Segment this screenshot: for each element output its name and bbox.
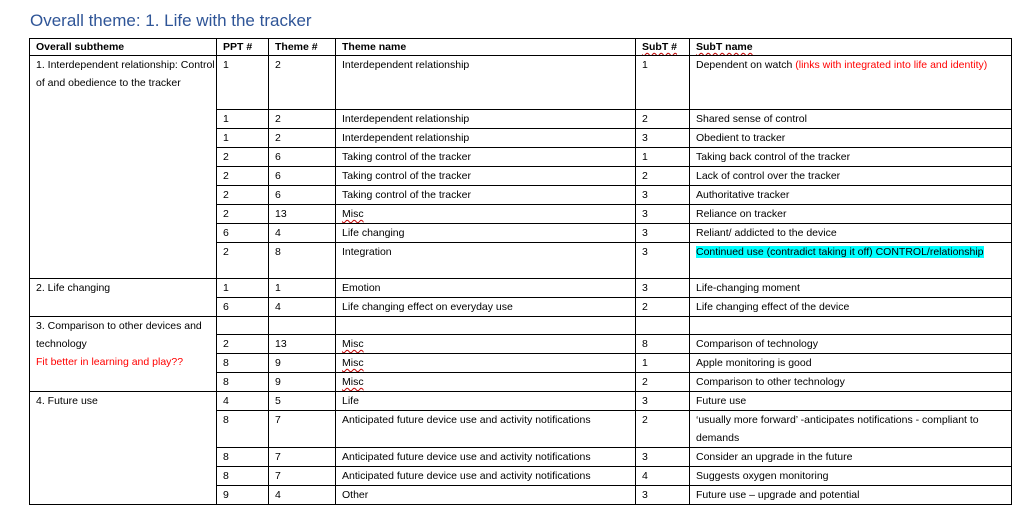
subt-number-cell-text: 1 — [642, 357, 648, 369]
subt-note: (links with integrated into life and identity) — [795, 59, 988, 71]
theme-name-cell — [336, 467, 636, 486]
ppt-cell — [217, 243, 269, 279]
ppt-cell — [217, 486, 269, 505]
table-header-row — [30, 39, 1012, 56]
theme-number-cell-text: 1 — [275, 282, 281, 294]
table-row — [30, 56, 1012, 110]
theme-number-cell — [269, 486, 336, 505]
subt-name-text: Shared sense of control — [696, 113, 807, 125]
ppt-cell — [217, 279, 269, 298]
subtheme-cell — [30, 279, 217, 317]
subt-number-cell — [636, 205, 690, 224]
subt-name-cell — [690, 392, 1012, 411]
ppt-cell-text: 8 — [223, 451, 229, 463]
subt-name-cell — [690, 205, 1012, 224]
theme-name-cell-text: Interdependent relationship — [342, 132, 470, 144]
theme-number-cell-text: 7 — [275, 451, 281, 463]
ppt-cell-text: 8 — [223, 376, 229, 388]
subt-number-cell-text: 2 — [642, 301, 648, 313]
ppt-cell — [217, 224, 269, 243]
ppt-cell — [217, 148, 269, 167]
subt-number-cell-text: 3 — [642, 282, 648, 294]
ppt-cell-text: 2 — [223, 189, 229, 201]
header-theme-name: Theme name — [336, 39, 636, 56]
subt-name-text: Dependent on watch — [696, 59, 796, 71]
subt-name-cell — [690, 167, 1012, 186]
theme-name-cell — [336, 243, 636, 279]
ppt-cell — [217, 373, 269, 392]
ppt-cell — [217, 448, 269, 467]
ppt-cell — [217, 56, 269, 110]
subt-number-cell-text: 4 — [642, 470, 648, 482]
subt-name-cell — [690, 411, 1012, 448]
subt-name-text: Authoritative tracker — [696, 189, 790, 201]
subt-name-cell — [690, 354, 1012, 373]
subtheme-label: 2. Life changing — [36, 282, 111, 294]
subt-number-cell-text: 3 — [642, 189, 648, 201]
ppt-cell — [217, 392, 269, 411]
subt-name-text: Life-changing moment — [696, 282, 800, 294]
subt-number-cell-text: 2 — [642, 376, 648, 388]
theme-name-cell — [336, 298, 636, 317]
theme-name-cell — [336, 373, 636, 392]
subtheme-label: 4. Future use — [36, 395, 98, 407]
subt-number-cell — [636, 243, 690, 279]
theme-name-cell-text: Taking control of the tracker — [342, 151, 471, 163]
subt-number-cell-text: 3 — [642, 489, 648, 501]
subt-number-cell — [636, 224, 690, 243]
subt-name-cell — [690, 56, 1012, 110]
subt-number-cell-text: 2 — [642, 113, 648, 125]
subt-number-cell — [636, 56, 690, 110]
theme-number-cell — [269, 279, 336, 298]
subt-number-cell — [636, 129, 690, 148]
theme-number-cell — [269, 224, 336, 243]
subt-number-cell — [636, 486, 690, 505]
subt-number-cell — [636, 373, 690, 392]
subt-name-cell — [690, 448, 1012, 467]
subt-highlighted-text: Continued use (contradict taking it off) CONTROL/relationship — [696, 246, 984, 258]
theme-number-cell-text: 2 — [275, 132, 281, 144]
subt-name-cell — [690, 335, 1012, 354]
subt-number-cell — [636, 467, 690, 486]
subt-name-text: Life changing effect of the device — [696, 301, 850, 313]
theme-number-cell-text: 13 — [275, 208, 287, 220]
theme-number-cell — [269, 335, 336, 354]
ppt-cell — [217, 411, 269, 448]
theme-number-cell — [269, 205, 336, 224]
header-ppt: PPT # — [217, 39, 269, 56]
subt-name-text: Future use – upgrade and potential — [696, 489, 860, 501]
subtheme-cell — [30, 317, 217, 392]
ppt-cell-text: 2 — [223, 170, 229, 182]
subt-name-cell — [690, 373, 1012, 392]
subt-number-cell-text: 1 — [642, 59, 648, 71]
subt-number-cell — [636, 148, 690, 167]
theme-number-cell — [269, 373, 336, 392]
theme-number-cell — [269, 411, 336, 448]
subt-number-cell-text: 3 — [642, 395, 648, 407]
ppt-cell-text: 2 — [223, 151, 229, 163]
ppt-cell-text: 2 — [223, 246, 229, 258]
ppt-cell — [217, 167, 269, 186]
theme-number-cell-text: 6 — [275, 189, 281, 201]
subt-name-text: Comparison of technology — [696, 338, 818, 350]
subt-name-cell — [690, 148, 1012, 167]
theme-number-cell — [269, 56, 336, 110]
subt-number-cell-text: 8 — [642, 338, 648, 350]
theme-number-cell-text: 7 — [275, 414, 281, 426]
ppt-cell — [217, 186, 269, 205]
theme-name-cell — [336, 354, 636, 373]
subt-name-cell — [690, 224, 1012, 243]
theme-number-cell-text: 2 — [275, 59, 281, 71]
header-theme-number: Theme # — [269, 39, 336, 56]
theme-name-cell-text: Other — [342, 489, 369, 501]
ppt-cell — [217, 298, 269, 317]
theme-name-cell-text: Anticipated future device use and activity notifications — [342, 470, 591, 482]
theme-number-cell — [269, 110, 336, 129]
theme-name-cell-text: Misc — [342, 208, 364, 220]
subt-number-cell — [636, 279, 690, 298]
theme-number-cell-text: 4 — [275, 227, 281, 239]
theme-number-cell — [269, 167, 336, 186]
theme-number-cell-text: 4 — [275, 301, 281, 313]
ppt-cell-text: 1 — [223, 113, 229, 125]
theme-name-cell — [336, 129, 636, 148]
theme-name-cell — [336, 317, 636, 335]
theme-name-cell — [336, 448, 636, 467]
ppt-cell-text: 1 — [223, 132, 229, 144]
subt-number-cell — [636, 448, 690, 467]
ppt-cell — [217, 129, 269, 148]
subt-number-cell-text: 2 — [642, 170, 648, 182]
ppt-cell-text: 1 — [223, 282, 229, 294]
theme-number-cell-text: 4 — [275, 489, 281, 501]
theme-name-cell — [336, 224, 636, 243]
theme-number-cell-text: 13 — [275, 338, 287, 350]
theme-number-cell-text: 2 — [275, 113, 281, 125]
theme-number-cell-text: 5 — [275, 395, 281, 407]
subtheme-label: 1. Interdependent relationship: Control of and obedience to the tracker — [36, 59, 215, 89]
subt-name-text: Suggests oxygen monitoring — [696, 470, 829, 482]
header-subt-number: SubT # — [636, 39, 690, 56]
theme-name-cell — [336, 56, 636, 110]
subt-name-cell — [690, 110, 1012, 129]
theme-name-cell-text: Taking control of the tracker — [342, 189, 471, 201]
header-subt-name: SubT name — [690, 39, 1012, 56]
theme-name-cell — [336, 205, 636, 224]
subt-number-cell — [636, 335, 690, 354]
theme-name-cell-text: Misc — [342, 376, 364, 388]
subt-number-cell — [636, 186, 690, 205]
theme-number-cell-text: 8 — [275, 246, 281, 258]
theme-name-cell-text: Interdependent relationship — [342, 113, 470, 125]
subt-number-cell — [636, 392, 690, 411]
subt-number-cell — [636, 317, 690, 335]
themes-table — [29, 38, 1012, 505]
ppt-cell — [217, 110, 269, 129]
subt-number-cell — [636, 298, 690, 317]
ppt-cell-text: 2 — [223, 208, 229, 220]
ppt-cell-text: 1 — [223, 59, 229, 71]
subt-name-text: Reliant/ addicted to the device — [696, 227, 837, 239]
theme-number-cell — [269, 354, 336, 373]
ppt-cell-text: 8 — [223, 470, 229, 482]
theme-name-cell — [336, 411, 636, 448]
subt-number-cell — [636, 110, 690, 129]
ppt-cell-text: 9 — [223, 489, 229, 501]
subt-number-cell-text: 3 — [642, 208, 648, 220]
subt-name-text: Apple monitoring is good — [696, 357, 812, 369]
subt-name-text: Reliance on tracker — [696, 208, 787, 220]
subt-name-cell — [690, 317, 1012, 335]
theme-name-cell-text: Life — [342, 395, 359, 407]
table-row — [30, 317, 1012, 335]
theme-name-cell — [336, 335, 636, 354]
theme-name-cell — [336, 167, 636, 186]
subt-name-cell — [690, 186, 1012, 205]
theme-number-cell — [269, 317, 336, 335]
ppt-cell-text: 6 — [223, 227, 229, 239]
subt-name-text: Taking back control of the tracker — [696, 151, 851, 163]
subt-name-text: Consider an upgrade in the future — [696, 451, 853, 463]
ppt-cell-text: 2 — [223, 338, 229, 350]
subt-name-cell — [690, 486, 1012, 505]
subt-name-cell — [690, 243, 1012, 279]
subt-number-cell-text: 1 — [642, 151, 648, 163]
theme-number-cell — [269, 467, 336, 486]
subtheme-note: Fit better in learning and play?? — [36, 356, 184, 368]
theme-name-cell-text: Emotion — [342, 282, 381, 294]
subt-name-cell — [690, 129, 1012, 148]
theme-number-cell-text: 6 — [275, 151, 281, 163]
theme-name-cell-text: Anticipated future device use and activity notifications — [342, 414, 591, 426]
theme-name-cell — [336, 279, 636, 298]
ppt-cell-text: 8 — [223, 357, 229, 369]
subt-name-cell — [690, 298, 1012, 317]
theme-name-cell — [336, 110, 636, 129]
theme-name-cell — [336, 148, 636, 167]
subtheme-cell — [30, 56, 217, 279]
table-row — [30, 279, 1012, 298]
subt-number-cell — [636, 167, 690, 186]
ppt-cell-text: 4 — [223, 395, 229, 407]
theme-number-cell — [269, 448, 336, 467]
subt-name-cell — [690, 279, 1012, 298]
theme-name-cell-text: Life changing effect on everyday use — [342, 301, 513, 313]
theme-number-cell — [269, 186, 336, 205]
subt-number-cell — [636, 411, 690, 448]
ppt-cell — [217, 354, 269, 373]
ppt-cell — [217, 317, 269, 335]
theme-name-cell-text: Misc — [342, 338, 364, 350]
ppt-cell — [217, 205, 269, 224]
ppt-cell — [217, 467, 269, 486]
subtheme-label: 3. Comparison to other devices and technology — [36, 320, 202, 350]
subt-name-cell — [690, 467, 1012, 486]
table-body — [30, 56, 1012, 505]
theme-name-cell-text: Anticipated future device use and activity notifications — [342, 451, 591, 463]
theme-name-cell-text: Misc — [342, 357, 364, 369]
theme-number-cell — [269, 148, 336, 167]
theme-number-cell — [269, 392, 336, 411]
theme-number-cell — [269, 298, 336, 317]
subt-name-text: ‘usually more forward’ -anticipates notifications - compliant to demands — [696, 414, 979, 444]
subt-name-text: Lack of control over the tracker — [696, 170, 841, 182]
theme-name-cell-text: Integration — [342, 246, 392, 258]
theme-name-cell-text: Life changing — [342, 227, 405, 239]
theme-name-cell — [336, 186, 636, 205]
subt-number-cell-text: 3 — [642, 246, 648, 258]
theme-name-cell — [336, 486, 636, 505]
ppt-cell — [217, 335, 269, 354]
theme-number-cell-text: 6 — [275, 170, 281, 182]
subt-name-text: Comparison to other technology — [696, 376, 845, 388]
subt-number-cell-text: 3 — [642, 451, 648, 463]
theme-number-cell-text: 9 — [275, 357, 281, 369]
page-title: Overall theme: 1. Life with the tracker — [30, 11, 312, 30]
table-row — [30, 392, 1012, 411]
subtheme-cell — [30, 392, 217, 505]
ppt-cell-text: 8 — [223, 414, 229, 426]
header-subtheme: Overall subtheme — [30, 39, 217, 56]
ppt-cell-text: 6 — [223, 301, 229, 313]
subt-number-cell — [636, 354, 690, 373]
subt-number-cell-text: 3 — [642, 227, 648, 239]
theme-number-cell-text: 7 — [275, 470, 281, 482]
theme-number-cell — [269, 129, 336, 148]
theme-name-cell — [336, 392, 636, 411]
subt-name-text: Future use — [696, 395, 747, 407]
theme-name-cell-text: Taking control of the tracker — [342, 170, 471, 182]
theme-name-cell-text: Interdependent relationship — [342, 59, 470, 71]
subt-number-cell-text: 2 — [642, 414, 648, 426]
theme-number-cell-text: 9 — [275, 376, 281, 388]
subt-number-cell-text: 3 — [642, 132, 648, 144]
subt-name-text: Obedient to tracker — [696, 132, 786, 144]
theme-number-cell — [269, 243, 336, 279]
